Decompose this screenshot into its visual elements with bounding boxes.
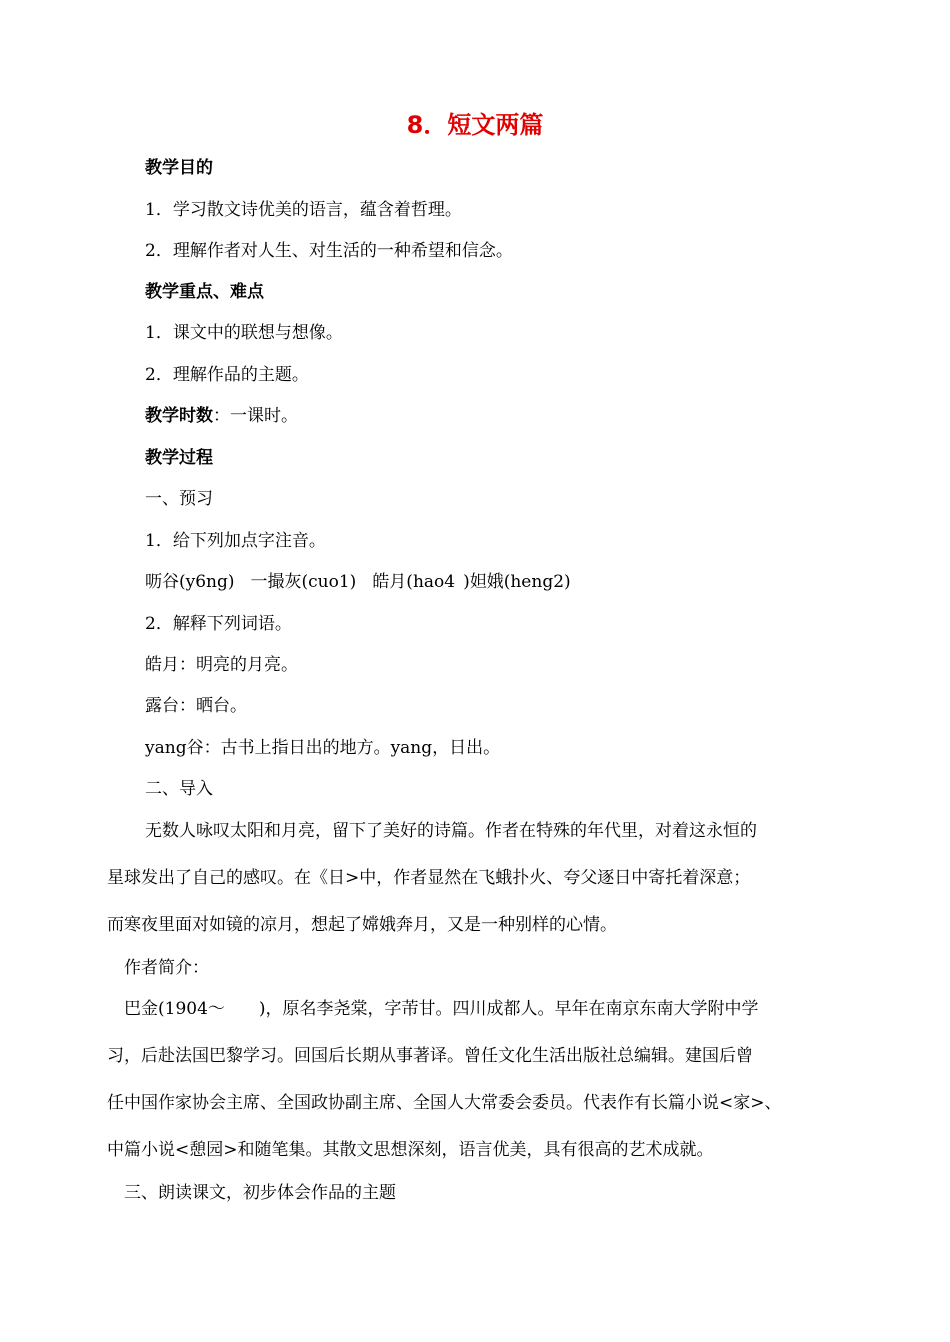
pinyin-entry: )妲娥(heng2) <box>463 572 571 592</box>
pinyin-entry: 皓月(hao4 <box>372 572 456 592</box>
definition-item: 皓月：明亮的月亮。 <box>145 655 298 675</box>
definition-item: 露台：晒台。 <box>145 696 247 716</box>
author-paragraph-line: 巴金(1904～ )，原名李尧棠，字芾甘。四川成都人。早年在南京东南大学附中学 <box>124 999 759 1019</box>
author-paragraph-line: 任中国作家协会主席、全国政协副主席、全国人大常委会委员。代表作有长篇小说<家>、 <box>107 1093 782 1113</box>
section-one-heading: 一、预习 <box>145 489 213 509</box>
document-title: 8．短文两篇 <box>406 111 544 139</box>
teaching-hours-value: ：一课时。 <box>213 406 298 426</box>
objectives-heading: 教学目的 <box>145 158 213 178</box>
author-paragraph-line: 中篇小说<憩园>和随笔集。其散文思想深刻，语言优美，具有很高的艺术成就。 <box>107 1140 714 1160</box>
intro-paragraph-line: 无数人咏叹太阳和月亮，留下了美好的诗篇。作者在特殊的年代里，对着这永恒的 <box>145 821 757 841</box>
section-two-heading: 二、导入 <box>145 779 213 799</box>
objective-item-1: 1．学习散文诗优美的语言，蕴含着哲理。 <box>145 200 462 220</box>
preview-item-2: 2．解释下列词语。 <box>145 614 292 634</box>
keypoint-item-1: 1．课文中的联想与想像。 <box>145 323 343 343</box>
intro-paragraph-line: 星球发出了自己的感叹。在《日>中，作者显然在飞蛾扑火、夸父逐日中寄托着深意； <box>107 868 751 888</box>
process-heading: 教学过程 <box>145 448 213 468</box>
pinyin-entry: 呖谷(y6ng) <box>145 572 235 592</box>
section-three-heading: 三、朗读课文，初步体会作品的主题 <box>124 1183 396 1203</box>
author-heading: 作者简介： <box>124 958 209 978</box>
pinyin-line <box>145 570 571 594</box>
intro-paragraph-line: 而寒夜里面对如镜的凉月，想起了嫦娥奔月，又是一种别样的心情。 <box>107 915 617 935</box>
teaching-hours <box>145 404 298 428</box>
author-paragraph-line: 习，后赴法国巴黎学习。回国后长期从事著译。曾任文化生活出版社总编辑。建国后曾 <box>107 1046 753 1066</box>
objective-item-2: 2．理解作者对人生、对生活的一种希望和信念。 <box>145 241 513 261</box>
preview-item-1: 1．给下列加点字注音。 <box>145 531 326 551</box>
keypoint-item-2: 2．理解作品的主题。 <box>145 365 309 385</box>
definition-item: yang谷：古书上指日出的地方。yang，日出。 <box>145 738 501 758</box>
pinyin-entry: 一撮灰(cuo1) <box>250 572 357 592</box>
teaching-hours-label: 教学时数 <box>145 406 213 426</box>
keypoints-heading: 教学重点、难点 <box>145 282 264 302</box>
